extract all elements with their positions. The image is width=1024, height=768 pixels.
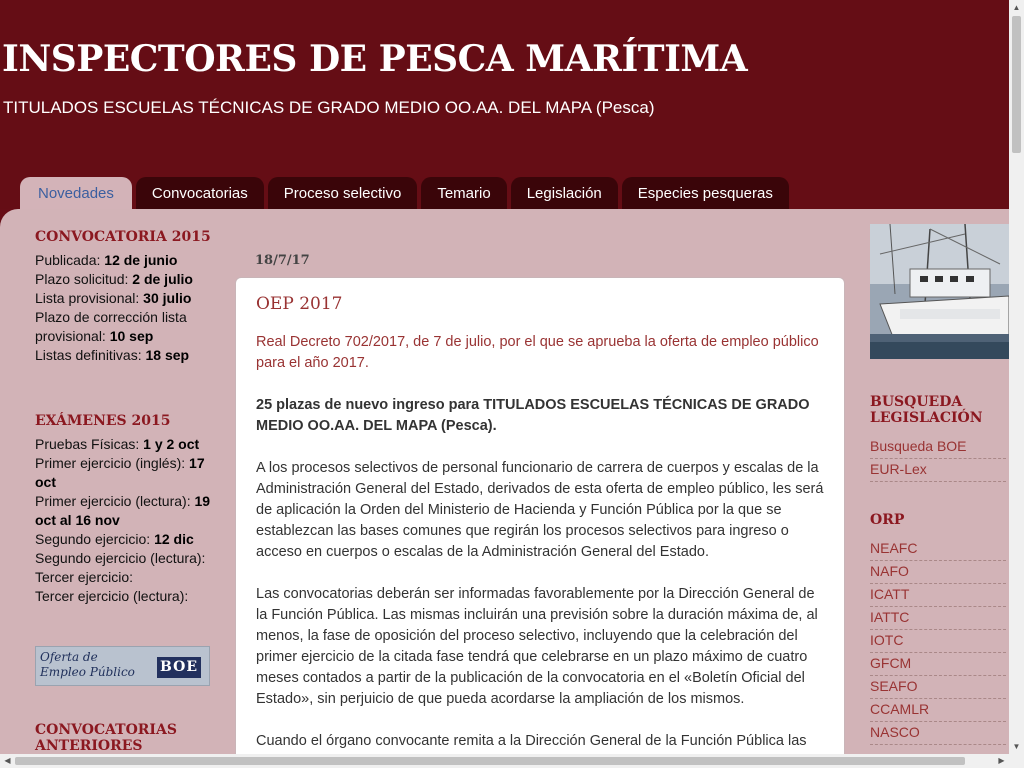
- content-area: [0, 209, 1009, 754]
- tab-novedades[interactable]: Novedades: [20, 177, 132, 209]
- site-title[interactable]: INSPECTORES DE PESCA MARÍTIMA: [2, 38, 748, 80]
- examen-line: [35, 549, 215, 568]
- boe-logo: BOE: [157, 657, 201, 678]
- line-label: Primer ejercicio (inglés):: [35, 455, 190, 471]
- link-ccamlr[interactable]: CCAMLR: [870, 699, 1006, 722]
- link-gfcm[interactable]: GFCM: [870, 653, 1006, 676]
- line-value: 10 sep: [109, 328, 154, 344]
- line-value: 19 oct al 16 nov: [35, 493, 211, 528]
- line-label: Segundo ejercicio:: [35, 531, 155, 547]
- convocatorias-anteriores-title: CONVOCATORIAS ANTERIORES: [35, 722, 177, 754]
- line-label: Lista provisional:: [35, 290, 144, 306]
- oferta-empleo-boe-banner[interactable]: [35, 646, 210, 686]
- post-paragraph-bold: 25 plazas de nuevo ingreso para TITULADOS ESCUELAS TÉCNICAS DE GRADO MEDIO OO.AA. DEL MAPA (Pesca).: [256, 397, 810, 434]
- scroll-right-icon[interactable]: ▶: [998, 756, 1005, 765]
- line-value: 18 sep: [145, 347, 190, 363]
- line-label: Publicada:: [35, 252, 105, 268]
- line-value: 30 julio: [143, 290, 192, 306]
- boe-banner-line1: Oferta de: [40, 650, 98, 664]
- link-nasco[interactable]: NASCO: [870, 722, 1006, 745]
- tab-proceso-selectivo[interactable]: Proceso selectivo: [268, 177, 418, 209]
- scroll-up-icon[interactable]: ▲: [1012, 3, 1021, 12]
- orp-links: [870, 538, 1009, 745]
- tab-convocatorias[interactable]: Convocatorias: [136, 177, 264, 209]
- vertical-scrollbar[interactable]: [1009, 0, 1024, 754]
- convocatoria-title: CONVOCATORIA 2015: [35, 229, 211, 245]
- link-eur-lex[interactable]: EUR-Lex: [870, 459, 1006, 482]
- examen-line: [35, 492, 215, 530]
- convocatoria-line: [35, 270, 215, 289]
- post-body: [256, 332, 824, 752]
- link-icatt[interactable]: ICATT: [870, 584, 1006, 607]
- line-label: Segundo ejercicio (lectura):: [35, 550, 206, 566]
- post-paragraph: Las convocatorias deberán ser informadas favorablemente por la Dirección General de la Función Pública. Las mismas incluirán una previsión sobre la duración máxima de, al menos, la fase de oposición del proceso selectivo, incluyendo que la celebración del primer ejercicio de la citada fase tendrá que celebrarse en un plazo máximo de cuatro meses contados a partir de la publicación de la convocatoria en el «Boletín Oficial del Estado», sin perjuicio de que pueda acordarse la ampliación de los mismos.: [256, 586, 818, 707]
- line-value: 2 de julio: [132, 271, 193, 287]
- left-sidebar: [35, 229, 215, 754]
- link-nafo[interactable]: NAFO: [870, 561, 1006, 584]
- line-label: Tercer ejercicio:: [35, 569, 134, 585]
- examenes-list: [35, 435, 215, 606]
- line-value: 12 dic: [154, 531, 194, 547]
- tab-bar: [20, 177, 789, 209]
- convocatoria-list: [35, 251, 215, 365]
- post: [235, 277, 845, 754]
- post-paragraph: Cuando el órgano convocante remita a la Dirección General de la Función Pública las: [256, 733, 807, 749]
- tab-legislacion[interactable]: Legislación: [511, 177, 618, 209]
- line-value: 17 oct: [35, 455, 205, 490]
- link-iotc[interactable]: IOTC: [870, 630, 1006, 653]
- convocatoria-line: [35, 308, 215, 346]
- post-date: 18/7/17: [255, 253, 310, 268]
- site-description: TITULADOS ESCUELAS TÉCNICAS DE GRADO MEDIO OO.AA. DEL MAPA (Pesca): [3, 98, 655, 117]
- link-iattc[interactable]: IATTC: [870, 607, 1006, 630]
- orp-title: ORP: [870, 512, 905, 528]
- tab-especies-pesqueras[interactable]: Especies pesqueras: [622, 177, 789, 209]
- line-label: Listas definitivas:: [35, 347, 146, 363]
- post-paragraph: A los procesos selectivos de personal funcionario de carrera de cuerpos y escalas de la Administración General del Estado, derivados de esta oferta de empleo público, les será de aplicación la Orden del Ministerio de Hacienda y Función Pública por la que se establezcan las bases comunes que regirán los procesos selectivos para ingreso o acceso en cuerpos o escalas de la Administración General del Estado.: [256, 460, 824, 560]
- convocatoria-line: [35, 251, 215, 270]
- post-title[interactable]: OEP 2017: [256, 294, 343, 314]
- link-seafo[interactable]: SEAFO: [870, 676, 1006, 699]
- link-busqueda-boe[interactable]: Busqueda BOE: [870, 436, 1006, 459]
- right-sidebar: [870, 224, 1009, 745]
- boe-banner-text: [40, 650, 135, 680]
- scroll-down-icon[interactable]: ▼: [1012, 742, 1021, 751]
- examen-line: [35, 454, 215, 492]
- line-value: 1 y 2 oct: [143, 436, 200, 452]
- horizontal-scroll-thumb[interactable]: [15, 757, 965, 765]
- convocatoria-line: [35, 289, 215, 308]
- busqueda-links: [870, 436, 1009, 482]
- line-label: Plazo solicitud:: [35, 271, 133, 287]
- examenes-title: EXÁMENES 2015: [35, 413, 171, 429]
- line-label: Plazo de corrección lista provisional:: [35, 309, 187, 344]
- tab-temario[interactable]: Temario: [421, 177, 506, 209]
- fishing-boat-illustration: [870, 224, 1009, 359]
- convocatoria-line: [35, 346, 215, 365]
- horizontal-scrollbar[interactable]: [0, 754, 1024, 768]
- fishing-boat-image: [870, 224, 1009, 359]
- line-label: Primer ejercicio (lectura):: [35, 493, 195, 509]
- examen-line: [35, 530, 215, 549]
- scroll-left-icon[interactable]: ◀: [4, 756, 11, 765]
- link-neafc[interactable]: NEAFC: [870, 538, 1006, 561]
- examen-line: [35, 568, 215, 587]
- boe-banner-line2: Empleo Público: [40, 665, 135, 679]
- post-paragraph-link[interactable]: Real Decreto 702/2017, de 7 de julio, por el que se aprueba la oferta de empleo público para el año 2017.: [256, 334, 819, 371]
- examen-line: [35, 587, 215, 606]
- vertical-scroll-thumb[interactable]: [1012, 16, 1021, 153]
- busqueda-legislacion-title: BUSQUEDA LEGISLACIÓN: [870, 394, 983, 426]
- line-value: 12 de junio: [104, 252, 178, 268]
- line-label: Tercer ejercicio (lectura):: [35, 588, 189, 604]
- line-label: Pruebas Físicas:: [35, 436, 144, 452]
- examen-line: [35, 435, 215, 454]
